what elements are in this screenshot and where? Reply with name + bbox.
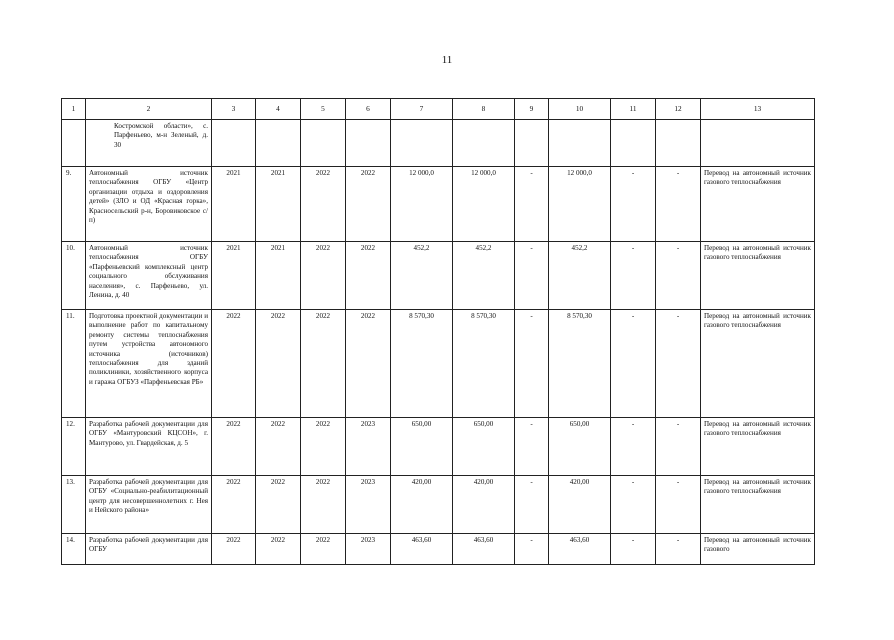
- cell: [212, 120, 256, 167]
- cell: -: [611, 418, 656, 476]
- cell: 452,2: [549, 242, 611, 310]
- cell: -: [515, 167, 549, 242]
- cell: 2022: [256, 310, 301, 418]
- cell: 2022: [212, 418, 256, 476]
- cell-note: Перевод на автономный источник газового теплоснабжения: [701, 476, 815, 534]
- row-description: Автономный источник теплоснабжения ОГБУ «Центр организации отдыха и оздоровления детей» (ЗЛО и ОД «Красная горка», Красносельский р-н, Боровиковское с/п): [86, 167, 212, 242]
- cell: 2021: [212, 167, 256, 242]
- cell: -: [611, 242, 656, 310]
- table-header-row: [62, 99, 815, 120]
- row-number: 10.: [62, 242, 86, 310]
- cell: -: [656, 242, 701, 310]
- cell: -: [515, 310, 549, 418]
- column-header: 8: [453, 99, 515, 120]
- cell: 2021: [212, 242, 256, 310]
- cell-note: [701, 120, 815, 167]
- cell: -: [611, 476, 656, 534]
- cell: 2022: [301, 418, 346, 476]
- column-header: 2: [86, 99, 212, 120]
- column-header: 11: [611, 99, 656, 120]
- cell: 2022: [212, 310, 256, 418]
- cell: -: [515, 534, 549, 565]
- cell: -: [656, 167, 701, 242]
- column-header: 7: [391, 99, 453, 120]
- cell: 2023: [346, 476, 391, 534]
- cell: 650,00: [453, 418, 515, 476]
- row-number: [62, 120, 86, 167]
- cell: 8 570,30: [453, 310, 515, 418]
- cell: -: [515, 476, 549, 534]
- table-row: [62, 120, 815, 167]
- column-header: 5: [301, 99, 346, 120]
- cell: 2021: [256, 242, 301, 310]
- cell: 420,00: [391, 476, 453, 534]
- cell: -: [611, 534, 656, 565]
- cell-note: Перевод на автономный источник газового теплоснабжения: [701, 167, 815, 242]
- column-header: 4: [256, 99, 301, 120]
- row-number: 11.: [62, 310, 86, 418]
- cell: 2022: [301, 167, 346, 242]
- column-header: 3: [212, 99, 256, 120]
- cell: -: [656, 310, 701, 418]
- cell: 8 570,30: [549, 310, 611, 418]
- cell: 463,60: [391, 534, 453, 565]
- cell: [453, 120, 515, 167]
- column-header: 10: [549, 99, 611, 120]
- row-description: Разработка рабочей документации для ОГБУ «Мантуровский КЦСОН», г. Мантурово, ул. Гвардейская, д. 5: [86, 418, 212, 476]
- cell: 2022: [301, 242, 346, 310]
- cell: 12 000,0: [453, 167, 515, 242]
- column-header: 1: [62, 99, 86, 120]
- table-row: [62, 310, 815, 418]
- row-number: 14.: [62, 534, 86, 565]
- column-header: 9: [515, 99, 549, 120]
- row-description: Подготовка проектной документации и выполнение работ по капитальному ремонту системы теплоснабжения путем устройства автономного источника (источников) теплоснабжения для зданий поликлиники, хозяйственного корпуса и гаража ОГБУЗ «Парфеньевская РБ»: [86, 310, 212, 418]
- cell: -: [515, 242, 549, 310]
- cell: [611, 120, 656, 167]
- cell: -: [656, 476, 701, 534]
- cell: 2022: [301, 476, 346, 534]
- column-header: 13: [701, 99, 815, 120]
- cell: 463,60: [453, 534, 515, 565]
- cell: 2022: [256, 418, 301, 476]
- cell: -: [611, 310, 656, 418]
- cell: [256, 120, 301, 167]
- cell: 2021: [256, 167, 301, 242]
- cell-note: Перевод на автономный источник газового: [701, 534, 815, 565]
- row-description: Разработка рабочей документации для ОГБУ: [86, 534, 212, 565]
- cell: [391, 120, 453, 167]
- cell: 2022: [346, 242, 391, 310]
- cell: -: [656, 534, 701, 565]
- cell: 2022: [212, 534, 256, 565]
- cell: -: [656, 418, 701, 476]
- cell: 2022: [346, 310, 391, 418]
- cell: [549, 120, 611, 167]
- cell: [346, 120, 391, 167]
- cell: 452,2: [391, 242, 453, 310]
- cell-note: Перевод на автономный источник газового теплоснабжения: [701, 242, 815, 310]
- cell: 420,00: [453, 476, 515, 534]
- cell: 2023: [346, 534, 391, 565]
- cell: -: [611, 167, 656, 242]
- column-header: 6: [346, 99, 391, 120]
- cell: 2022: [301, 310, 346, 418]
- data-table: [61, 98, 815, 565]
- table-row: [62, 476, 815, 534]
- cell-note: Перевод на автономный источник газового теплоснабжения: [701, 418, 815, 476]
- cell: [656, 120, 701, 167]
- cell: 2022: [212, 476, 256, 534]
- row-number: 12.: [62, 418, 86, 476]
- cell: 2023: [346, 418, 391, 476]
- row-description: Разработка рабочей документации для ОГБУ «Социально-реабилитационный центр для несовершеннолетних г. Нея и Нейского района»: [86, 476, 212, 534]
- cell: 8 570,30: [391, 310, 453, 418]
- column-header: 12: [656, 99, 701, 120]
- cell: 650,00: [549, 418, 611, 476]
- row-description: Автономный источник теплоснабжения ОГБУ «Парфеньевский комплексный центр социального обслуживания населения», с. Парфеньево, ул. Ленина, д. 40: [86, 242, 212, 310]
- row-number: 9.: [62, 167, 86, 242]
- table-row: [62, 242, 815, 310]
- table-row: [62, 534, 815, 565]
- cell: [301, 120, 346, 167]
- cell: -: [515, 418, 549, 476]
- row-number: 13.: [62, 476, 86, 534]
- table-row: [62, 167, 815, 242]
- cell: 420,00: [549, 476, 611, 534]
- cell: 12 000,0: [391, 167, 453, 242]
- cell: 452,2: [453, 242, 515, 310]
- cell: 12 000,0: [549, 167, 611, 242]
- cell: 463,60: [549, 534, 611, 565]
- cell-note: Перевод на автономный источник газового теплоснабжения: [701, 310, 815, 418]
- row-description: Костромской области», с. Парфеньево, м-н Зеленый, д. 30: [86, 120, 212, 167]
- cell: 2022: [256, 476, 301, 534]
- cell: 650,00: [391, 418, 453, 476]
- cell: 2022: [256, 534, 301, 565]
- page-number: 11: [441, 54, 453, 66]
- cell: 2022: [301, 534, 346, 565]
- cell: 2022: [346, 167, 391, 242]
- cell: [515, 120, 549, 167]
- table-row: [62, 418, 815, 476]
